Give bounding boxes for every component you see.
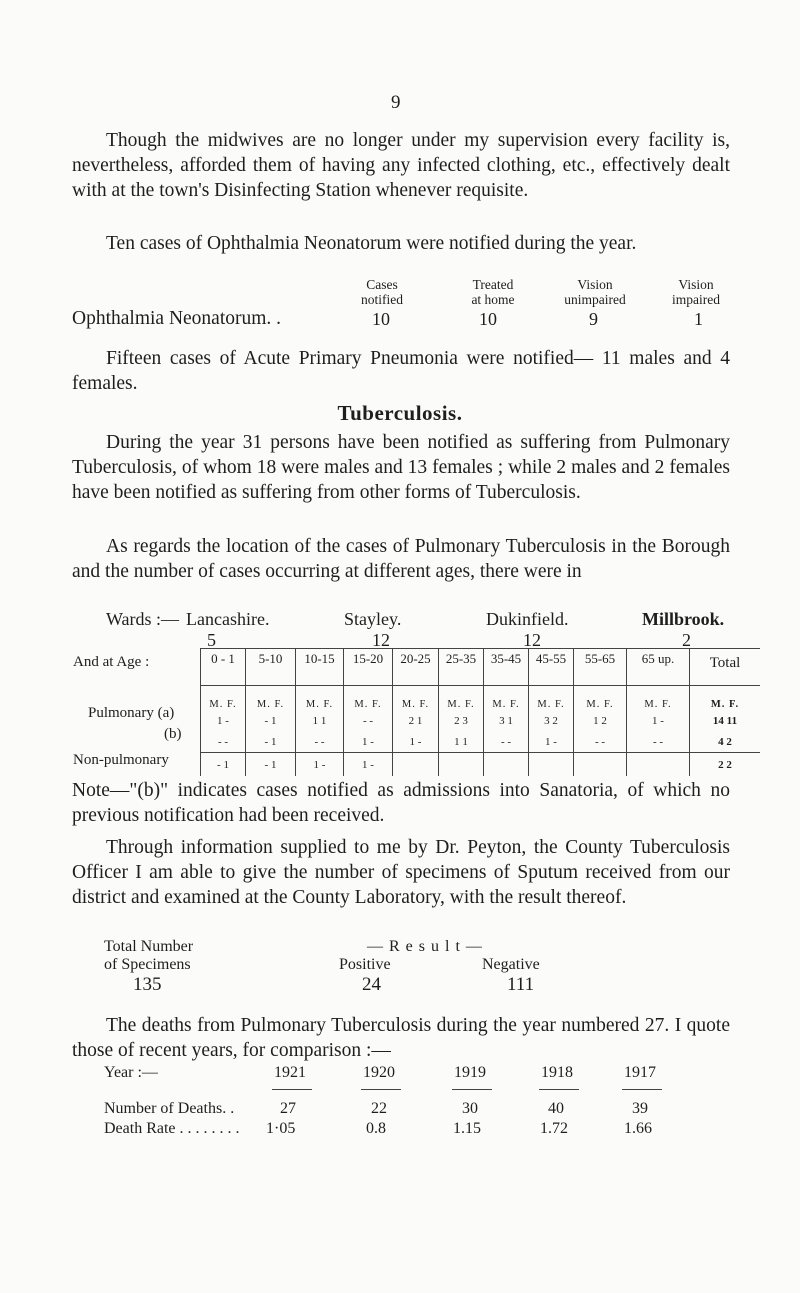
header-line: unimpaired <box>564 292 626 307</box>
ward-millbrook: Millbrook. <box>642 609 725 629</box>
age-header-row <box>201 649 761 686</box>
wards-label: Wards :— <box>106 609 180 629</box>
cell: - 1 <box>201 753 246 777</box>
header-line: Cases <box>366 277 398 292</box>
death-rate-value: 1.72 <box>540 1120 568 1137</box>
age-group-header: 20-25 <box>393 649 439 686</box>
age-group-header: 25-35 <box>439 649 484 686</box>
page-number: 9 <box>391 92 401 113</box>
cell: - 1 <box>246 753 296 777</box>
cell: 3 2 <box>529 710 574 731</box>
total-cell: 14 11 <box>690 710 761 731</box>
vision-unimpaired-value: 9 <box>589 309 598 329</box>
age-group-header: 5-10 <box>246 649 296 686</box>
sex-header: M. F. <box>690 686 761 711</box>
paragraph-note: Note—"(b)" indicates cases notified as admissions into Sanatoria, of which no previous notification had been received. <box>72 780 730 826</box>
paragraph-deaths: The deaths from Pulmonary Tuberculosis during the year numbered 27. I quote those of recent years, for comparison :— <box>72 1015 730 1061</box>
cell: 1 - <box>393 731 439 753</box>
positive-label: Positive <box>339 956 391 973</box>
specimens-label: of Specimens <box>104 956 191 973</box>
cell <box>393 753 439 777</box>
ward-count-lancashire: 5 <box>207 630 216 650</box>
deaths-value: 30 <box>462 1100 478 1117</box>
header-line: Vision <box>577 277 613 292</box>
year-header: 1919 <box>454 1064 486 1081</box>
cell: - 1 <box>246 731 296 753</box>
cell <box>439 753 484 777</box>
underline <box>622 1089 662 1090</box>
header-line: Treated <box>472 277 514 292</box>
treated-at-home-value: 10 <box>479 309 497 329</box>
year-header: 1921 <box>274 1064 306 1081</box>
ward-count-dukinfield: 12 <box>523 630 541 650</box>
total-header: Total <box>690 649 761 686</box>
year-header: 1920 <box>363 1064 395 1081</box>
negative-value: 111 <box>507 974 535 995</box>
death-rate-value: 0.8 <box>366 1120 386 1137</box>
sex-header: M. F. <box>201 686 246 711</box>
cell <box>484 753 529 777</box>
age-group-header: 55-65 <box>574 649 627 686</box>
cell: 1 1 <box>439 731 484 753</box>
sex-header: M. F. <box>627 686 690 711</box>
total-number-label: Total Number <box>104 938 194 955</box>
death-rate-value: 1.66 <box>624 1120 652 1137</box>
sex-header: M. F. <box>439 686 484 711</box>
cell: 2 1 <box>393 710 439 731</box>
total-cell: 2 2 <box>690 753 761 777</box>
cell: - - <box>201 731 246 753</box>
pulmonary-a-row <box>201 710 761 731</box>
ward-count-millbrook: 2 <box>682 630 691 650</box>
ward-count-stayley: 12 <box>372 630 390 650</box>
sex-header: M. F. <box>484 686 529 711</box>
vision-impaired-value: 1 <box>694 309 703 329</box>
year-header: 1917 <box>624 1064 656 1081</box>
header-vision-unimpaired <box>549 277 641 307</box>
positive-value: 24 <box>362 974 381 995</box>
header-line: at home <box>471 292 515 307</box>
paragraph-tuberculosis-notified: During the year 31 persons have been notified as suffering from Pulmonary Tuberculosis, of whom 18 were males and 13 females ; while 2 males and 2 females have been notified as suffering from other forms of Tuberculosis. <box>72 432 730 503</box>
cell: - - <box>296 731 344 753</box>
deaths-value: 40 <box>548 1100 564 1117</box>
header-line: notified <box>361 292 403 307</box>
number-of-deaths-label: Number of Deaths. . <box>104 1100 235 1117</box>
paragraph-location: As regards the location of the cases of Pulmonary Tuberculosis in the Borough and the number of cases occurring at different ages, there were in <box>72 536 730 582</box>
paragraph-sputum: Through information supplied to me by Dr. Peyton, the County Tuberculosis Officer I am able to give the number of specimens of Sputum received from our district and examined at the County Laboratory, with the result thereof. <box>72 837 730 908</box>
age-row-label: And at Age : <box>73 654 150 670</box>
cell: - - <box>484 731 529 753</box>
deaths-value: 22 <box>371 1100 387 1117</box>
cell: 1 - <box>627 710 690 731</box>
cell: - 1 <box>246 710 296 731</box>
ophthalmia-row-label: Ophthalmia Neonatorum. . <box>72 308 282 329</box>
row-label-pulmonary-b: (b) <box>164 726 182 742</box>
result-label: — R e s u l t — <box>367 938 483 955</box>
negative-label: Negative <box>482 956 540 973</box>
cell: 1 - <box>296 753 344 777</box>
age-table <box>200 648 760 776</box>
paragraph-midwives: Though the midwives are no longer under my supervision every facility is, nevertheless, afforded them of having any infected clothing, etc., effectively dealt with at the town's Disinfecting Station whenever requisite. <box>72 130 730 201</box>
death-rate-value: 1.15 <box>453 1120 481 1137</box>
age-group-header: 10-15 <box>296 649 344 686</box>
total-cell: 4 2 <box>690 731 761 753</box>
deaths-value: 39 <box>632 1100 648 1117</box>
total-specimens-value: 135 <box>133 974 162 995</box>
ward-lancashire: Lancashire. <box>186 609 270 629</box>
header-line: Vision <box>678 277 714 292</box>
cell: 1 1 <box>296 710 344 731</box>
sex-header: M. F. <box>574 686 627 711</box>
sex-header: M. F. <box>246 686 296 711</box>
sex-header: M. F. <box>529 686 574 711</box>
cell <box>574 753 627 777</box>
death-rate-value: 1·05 <box>266 1120 296 1137</box>
paragraph-pneumonia: Fifteen cases of Acute Primary Pneumonia were notified— 11 males and 4 females. <box>72 348 730 394</box>
non-pulmonary-row <box>201 753 761 777</box>
cell <box>627 753 690 777</box>
cell: 3 1 <box>484 710 529 731</box>
cases-notified-value: 10 <box>372 309 390 329</box>
row-label-pulmonary-a: Pulmonary (a) <box>88 705 175 721</box>
cell <box>529 753 574 777</box>
cell: 1 - <box>201 710 246 731</box>
paragraph-ophthalmia-intro: Ten cases of Ophthalmia Neonatorum were notified during the year. <box>106 233 637 254</box>
deaths-value: 27 <box>280 1100 296 1117</box>
age-group-header: 35-45 <box>484 649 529 686</box>
header-cases-notified <box>342 277 422 307</box>
age-group-header: 45-55 <box>529 649 574 686</box>
cell: 1 - <box>344 731 393 753</box>
year-label: Year :— <box>104 1064 158 1081</box>
underline <box>361 1089 401 1090</box>
sex-header: M. F. <box>296 686 344 711</box>
age-group-header: 0 - 1 <box>201 649 246 686</box>
age-group-header: 65 up. <box>627 649 690 686</box>
cell: 1 - <box>529 731 574 753</box>
underline <box>452 1089 492 1090</box>
cell: - - <box>574 731 627 753</box>
underline <box>272 1089 312 1090</box>
underline <box>539 1089 579 1090</box>
row-label-non-pulmonary: Non-pulmonary <box>73 752 169 768</box>
cell: 1 - <box>344 753 393 777</box>
year-header: 1918 <box>541 1064 573 1081</box>
header-line: impaired <box>672 292 720 307</box>
sex-header-row <box>201 686 761 711</box>
ward-stayley: Stayley. <box>344 609 402 629</box>
header-treated-at-home <box>448 277 538 307</box>
section-heading-tuberculosis: Tuberculosis. <box>337 401 463 425</box>
cell: - - <box>344 710 393 731</box>
ward-dukinfield: Dukinfield. <box>486 609 569 629</box>
cell: 2 3 <box>439 710 484 731</box>
death-rate-label: Death Rate . . . . . . . . <box>104 1120 240 1137</box>
sex-header: M. F. <box>393 686 439 711</box>
cell: - - <box>627 731 690 753</box>
cell: 1 2 <box>574 710 627 731</box>
age-group-header: 15-20 <box>344 649 393 686</box>
sex-header: M. F. <box>344 686 393 711</box>
pulmonary-b-row <box>201 731 761 753</box>
header-vision-impaired <box>656 277 736 307</box>
